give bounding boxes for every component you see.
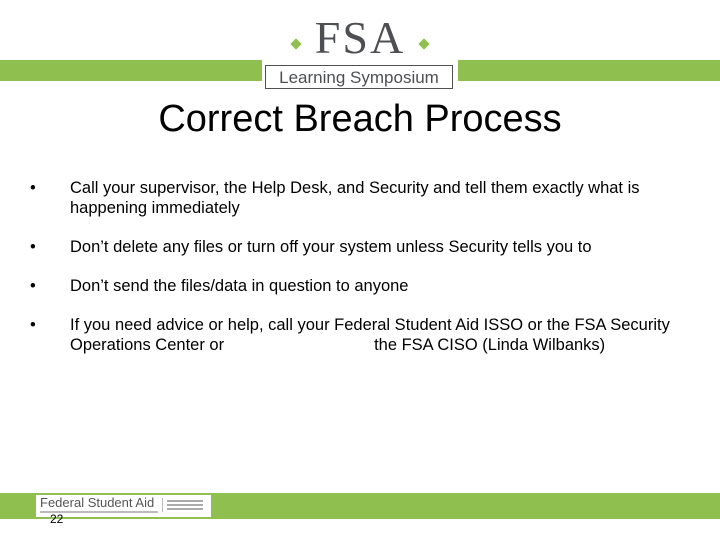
bullet-list <box>30 178 690 374</box>
bullet-icon: • <box>30 277 36 295</box>
bullet-item <box>30 178 690 218</box>
bullet-text-part1: If you need advice or help, call your Federal Student Aid ISSO or the FSA Security Operations Center or <box>70 316 670 354</box>
logo-side-mark <box>162 498 207 512</box>
footer-logo-text: Federal Student Aid <box>40 495 155 510</box>
logo-title: FSA <box>314 12 406 63</box>
bullet-icon: • <box>30 179 36 197</box>
bullet-text: Don’t delete any files or turn off your system unless Security tells you to <box>70 238 592 256</box>
logo-subtitle: Learning Symposium <box>265 65 453 89</box>
fsa-learning-symposium-logo <box>262 8 458 86</box>
bullet-text-part2: the FSA CISO (Linda Wilbanks) <box>374 336 606 354</box>
bullet-item <box>30 276 690 296</box>
page-number: 22 <box>50 512 64 526</box>
bullet-text: Don’t send the files/data in question to anyone <box>70 277 409 295</box>
slide-title: Correct Breach Process <box>158 98 562 140</box>
bullet-item <box>30 237 690 257</box>
bullet-item <box>30 315 690 355</box>
bullet-icon: • <box>30 316 36 334</box>
bullet-icon: • <box>30 238 36 256</box>
bullet-text: Call your supervisor, the Help Desk, and Security and tell them exactly what is happening immediately <box>70 179 640 217</box>
